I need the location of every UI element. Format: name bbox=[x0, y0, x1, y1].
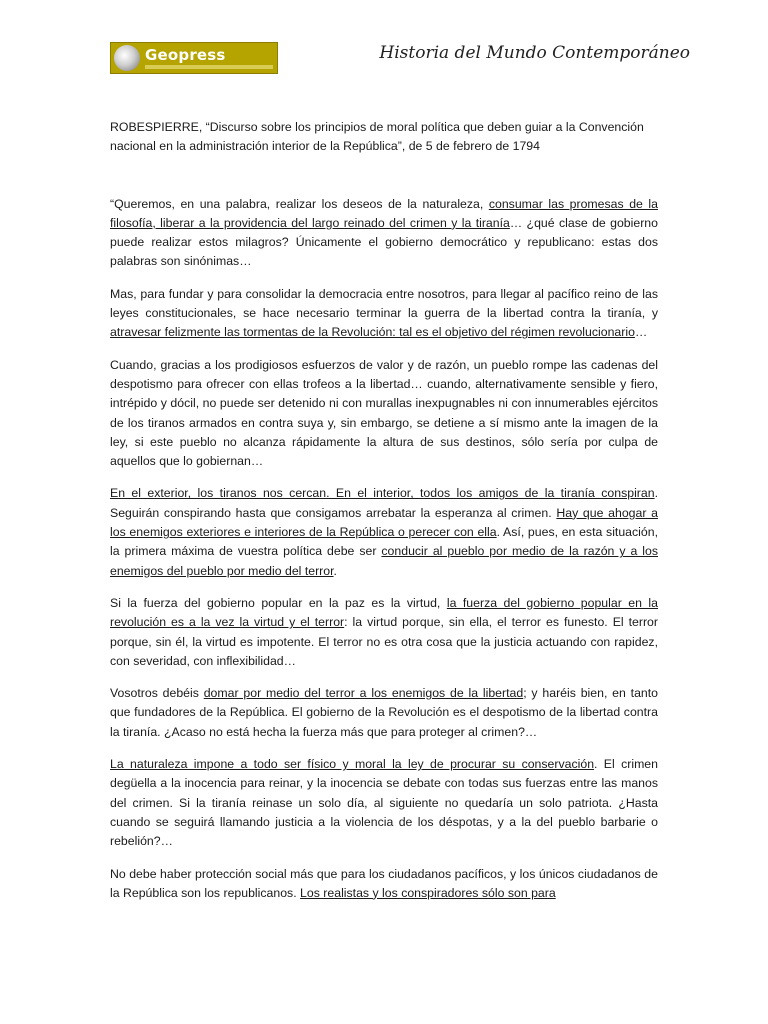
paragraph-text: “Queremos, en una palabra, realizar los deseos de la naturaleza, bbox=[110, 196, 489, 211]
logo-texts bbox=[145, 47, 273, 69]
paragraph-text: ; y haréis bien, en tanto que fundadores de la República. El gobierno de la Revolución es el despotismo de la libertad contra la tiranía. ¿Acaso no está hecha la fuerza más que para proteger al crimen?… bbox=[110, 686, 659, 739]
paragraph-text: No debe haber protección social más que para los ciudadanos pacíficos, y los únicos ciudadanos de la República son los republicanos. bbox=[110, 866, 658, 900]
body-paragraph bbox=[110, 865, 658, 904]
page-header-title: Historia del Mundo Contemporáneo bbox=[379, 43, 690, 63]
paragraph-list bbox=[110, 195, 658, 904]
body-paragraph bbox=[110, 484, 658, 580]
underlined-text: consumar las promesas de la filosofía, liberar a la providencia del largo reinado del crimen y la tiranía bbox=[110, 196, 658, 230]
body-paragraph bbox=[110, 285, 658, 343]
underlined-text: La naturaleza impone a todo ser físico y moral la ley de procurar su conservación bbox=[110, 757, 595, 772]
underlined-text: domar por medio del terror a los enemigos de la libertad bbox=[203, 686, 524, 701]
paragraph-text: . bbox=[333, 563, 337, 578]
underlined-text: atravesar felizmente las tormentas de la Revolución: tal es el objetivo del régimen revolucionario bbox=[110, 325, 635, 340]
paragraph-text: : la virtud porque, sin ella, el terror es funesto. El terror porque, sin él, la virtud es impotente. El terror no es otra cosa que la justicia actuando con rapidez, con severidad, con inflexibilidad… bbox=[110, 615, 658, 668]
logo-wordmark: Geopress bbox=[145, 46, 226, 64]
underlined-text: conducir al pueblo por medio de la razón y a los enemigos del pueblo por medio del terror bbox=[110, 544, 658, 578]
logo-tagline-strip bbox=[145, 65, 273, 69]
underlined-text: En el exterior, los tiranos nos cercan. En el interior, todos los amigos de la tiranía conspiran bbox=[110, 486, 655, 501]
paragraph-text: Cuando, gracias a los prodigiosos esfuerzos de valor y de razón, un pueblo rompe las cadenas del despotismo para ofrecer con ellas trofeos a la libertad… cuando, alternativamente sensible y fiero, intrépido y dócil, no puede ser detenido ni con murallas inexpugnables ni con innumerables ejércitos de los tiranos armados en contra suya y, sin embargo, se detiene a sí mismo ante la imagen de la ley, si este pueblo no alcanza rápidamente la altura de sus destinos, sólo sería por culpa de aquellos que lo gobiernan… bbox=[110, 357, 658, 469]
underlined-text: Hay que ahogar a los enemigos exteriores e interiores de la República o perecer con ella bbox=[110, 505, 658, 540]
globe-icon bbox=[114, 45, 140, 71]
paragraph-text: … bbox=[634, 325, 648, 340]
underlined-text: la fuerza del gobierno popular en la revolución es a la vez la virtud y el terror bbox=[110, 595, 659, 630]
paragraph-text: . Seguirán conspirando hasta que consigamos arrebatar la esperanza al crimen. bbox=[110, 486, 658, 520]
document-heading: ROBESPIERRE, “Discurso sobre los principios de moral política que deben guiar a la Convención nacional en la administración interior de la República”, de 5 de febrero de 1794 bbox=[110, 120, 644, 154]
document-body bbox=[110, 118, 658, 916]
paragraph-text: Mas, para fundar y para consolidar la democracia entre nosotros, para llegar al pacífico reino de las leyes constitucionales, se hace necesario terminar la guerra de la libertad contra la tiranía, y bbox=[110, 286, 658, 321]
paragraph-text: Si la fuerza del gobierno popular en la paz es la virtud, bbox=[110, 595, 447, 610]
body-paragraph bbox=[110, 684, 658, 742]
paragraph-text: . El crimen degüella a la inocencia para reinar, y la inocencia se debate con todas sus fuerzas entre las manos del crimen. Si la tiranía reinase un solo día, al siguiente no quedaría un solo patriota. ¿Hasta cuando se seguirá llamando justicia a la violencia de los déspotas, y a la del pueblo barbarie o rebelión?… bbox=[110, 757, 658, 849]
underlined-text: Los realistas y los conspiradores sólo son para bbox=[300, 885, 556, 900]
paragraph-text: Vosotros debéis bbox=[110, 686, 204, 701]
paragraph-text: … ¿qué clase de gobierno puede realizar estos milagros? Únicamente el gobierno democrático y republicano: estas dos palabras son sinónimas… bbox=[110, 215, 658, 269]
body-paragraph bbox=[110, 594, 658, 671]
body-paragraph bbox=[110, 356, 658, 472]
body-paragraph bbox=[110, 755, 658, 851]
geopress-logo bbox=[110, 42, 278, 74]
body-paragraph bbox=[110, 195, 658, 272]
paragraph-text: . Así, pues, en esta situación, la primera máxima de vuestra política debe ser bbox=[110, 525, 658, 559]
